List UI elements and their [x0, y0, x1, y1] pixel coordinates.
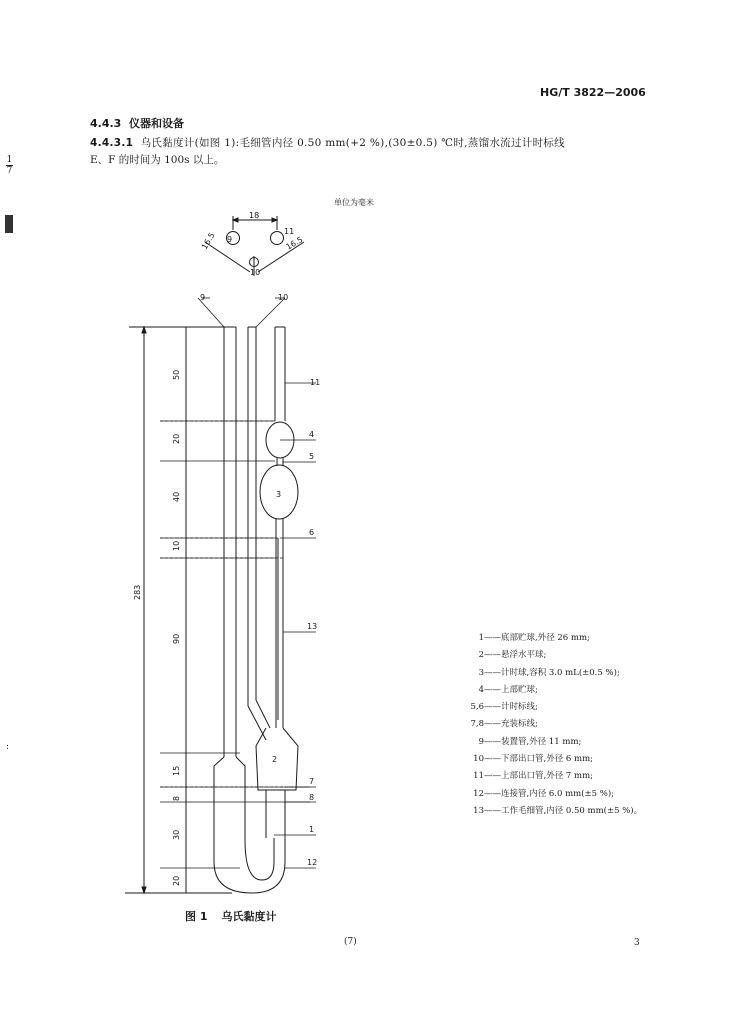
figure-legend [450, 630, 642, 820]
legend-row: 12——连接管,内径 6.0 mm(±5 %); [473, 788, 615, 799]
clause-number: 4.4.3.1 [90, 137, 134, 149]
dim-8: 8 [172, 795, 181, 801]
tube-9 [214, 327, 285, 893]
callout-3: 3 [276, 490, 282, 499]
clause-text-continued: E、F 的时间为 100s 以上。 [90, 154, 225, 166]
dim-15: 15 [172, 765, 181, 776]
callout-4: 4 [309, 430, 315, 439]
figure-caption-number: 图 1 [185, 910, 208, 923]
margin-fraction-bottom: 7 [6, 166, 13, 176]
legend-row: 9——装置管,外径 11 mm; [478, 736, 582, 747]
callout-11: 11 [310, 378, 321, 387]
dim-10: 10 [172, 540, 181, 551]
dim-40: 40 [172, 491, 181, 502]
callout-7: 7 [309, 777, 315, 786]
callout-1: 1 [309, 825, 315, 834]
callout-5: 5 [309, 452, 315, 461]
legend-row: 11——上部出口管,外径 7 mm; [473, 771, 593, 782]
tube-10 [248, 327, 270, 740]
top-angle-right: 16.5 [284, 235, 305, 252]
callout-12: 12 [307, 858, 318, 867]
legend-row: 7,8——充装标线; [470, 719, 538, 730]
callout-10: 10 [278, 293, 289, 302]
top-label-9: 9 [227, 235, 233, 244]
callout-9: 9 [200, 293, 206, 302]
top-dim-spacing: 18 [249, 211, 260, 220]
figure-caption [185, 908, 276, 924]
legend-row: 4——上部贮球; [478, 684, 538, 695]
section-number: 4.4.3 [90, 117, 122, 130]
top-label-10: 10 [250, 268, 261, 277]
top-label-11: 11 [284, 227, 295, 236]
dim-20-lower: 20 [172, 875, 181, 886]
legend-row: 5,6——计时标线; [470, 702, 538, 713]
legend-row: 1——底部贮球,外径 26 mm; [478, 633, 590, 643]
legend-row: 2——悬浮水平球; [478, 650, 547, 661]
callout-8: 8 [309, 793, 315, 802]
margin-fraction-top: 1 [6, 155, 13, 165]
callout-6: 6 [309, 528, 315, 537]
section-title: 仪器和设备 [129, 117, 184, 130]
figure-unit-note: 单位为毫米 [334, 198, 374, 207]
standard-code: HG/T 3822—2006 [540, 86, 646, 99]
dim-30: 30 [172, 829, 181, 840]
callout-13: 13 [307, 622, 318, 631]
figure-caption-title: 乌氏黏度计 [221, 910, 277, 923]
dim-90: 90 [172, 633, 181, 644]
footer-center-mark: (7) [344, 937, 357, 947]
dim-total-283: 283 [133, 584, 142, 600]
callout-2: 2 [272, 755, 278, 764]
legend-row: 13——工作毛细管,内径 0.50 mm(±5 %)。 [473, 805, 643, 816]
legend-row: 10——下部出口管,外径 6 mm; [473, 754, 593, 765]
clause-text: 乌氏黏度计(如图 1):毛细管内径 0.50 mm(+2 %),(30±0.5) ℃时,蒸馏水流过计时标线 [140, 137, 565, 149]
page-number: 3 [634, 938, 640, 948]
top-angle-left: 16.5 [199, 231, 217, 251]
dim-50: 50 [172, 369, 181, 380]
margin-dot: : [6, 742, 10, 752]
dim-20-upper: 20 [172, 433, 181, 444]
legend-row: 3——计时球,容积 3.0 mL(±0.5 %); [478, 667, 620, 678]
